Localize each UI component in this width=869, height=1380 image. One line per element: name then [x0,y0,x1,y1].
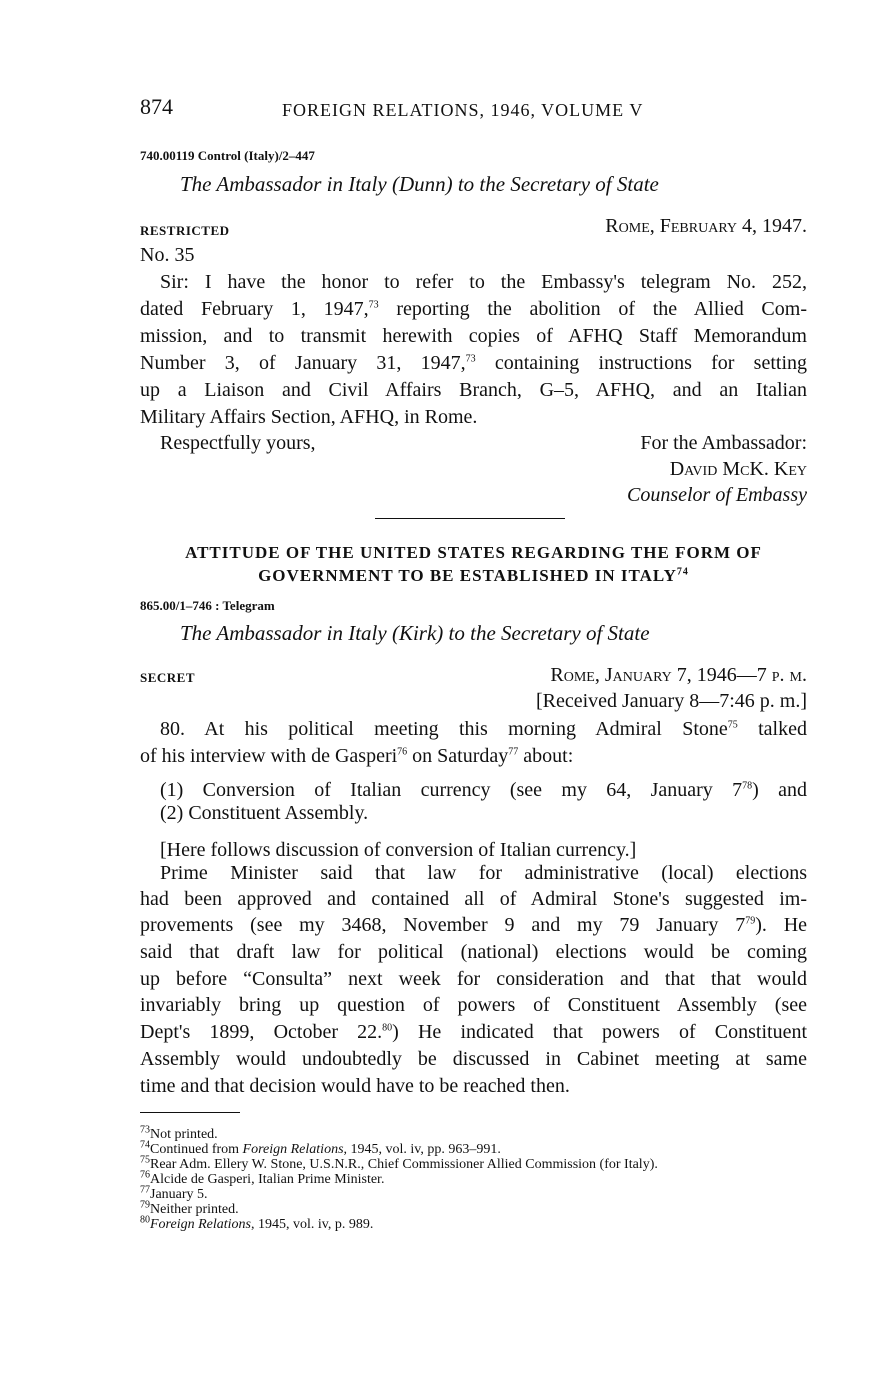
section-heading-line-2: GOVERNMENT TO BE ESTABLISHED IN ITALY [258,566,677,585]
doc2-para2-line-7-text: Dept's 1899, October 22. [140,1021,383,1043]
doc1-body-line-1: Sir: I have the honor to refer to the Embassy's telegram No. 252, [160,271,807,293]
doc2-para2-line-8: Assembly would undoubtedly be discussed in Cabinet meeting at same [140,1048,807,1070]
footnotes [140,1124,807,1232]
footnote-77 [140,1184,807,1202]
page-number: 874 [140,94,173,119]
doc1-body-line-2 [140,298,807,321]
footnote-text: January 5. [150,1187,208,1202]
doc2-title: The Ambassador in Italy (Kirk) to the Secretary of State [180,621,650,645]
footnote-italic: Foreign Relations [242,1142,344,1157]
doc1-body-line-3: mission, and to transmit herewith copies of AFHQ Staff Memorandum [140,325,807,347]
doc2-para2-line-3-suffix: ). He [755,914,808,936]
footnote-num: 77 [140,1184,150,1196]
footnote-ref-77: 77 [508,746,519,758]
section-heading [140,541,807,587]
doc2-para1-line-1 [160,718,807,741]
doc2-para2-line-5: up before “Consulta” next week for consideration and that that would [140,968,807,990]
doc2-received: [Received January 8—7:46 p. m.] [535,690,807,712]
footnote-rest: , 1945, vol. iv, p. 989. [250,1217,374,1232]
doc1-body-line-4-text: Number 3, of January 31, 1947, [140,352,466,374]
footnote-num: 76 [140,1169,150,1181]
footnote-text: Alcide de Gasperi, Italian Prime Minister. [150,1172,385,1187]
footnote-num: 73 [140,1124,150,1136]
doc2-para1-line-2 [140,745,807,768]
footnote-ref-73: 73 [368,299,379,311]
doc1-for-ambassador: For the Ambassador: [640,432,807,454]
doc2-list-item-1-text: (1) Conversion of Italian currency (see my 64, January 7 [160,779,743,801]
doc2-para1-line-2-suffix: about: [518,745,574,767]
section-heading-line-1: ATTITUDE OF THE UNITED STATES REGARDING THE FORM OF [185,543,762,562]
doc1-signer: David McK. Key [669,458,807,480]
footnote-num: 74 [140,1139,150,1151]
doc2-para1-line-1-suffix: talked [737,718,807,740]
footnote-italic: Foreign Relations [150,1217,251,1232]
footnote-num: 80 [140,1214,150,1226]
doc1-place-date: Rome, February 4, 1947. [605,215,807,237]
footnote-text: Not printed. [150,1127,218,1142]
footnote-ref-79: 79 [745,915,756,927]
doc2-para2-line-7 [140,1021,807,1044]
doc2-place-date: Rome, January 7, 1946—7 p. m. [550,664,807,686]
footnote-rest: , 1945, vol. iv, pp. 963–991. [343,1142,501,1157]
doc2-para2-line-3 [140,914,807,937]
doc1-body-line-5: up a Liaison and Civil Affairs Branch, G–5, AFHQ, and an Italian [140,379,807,401]
doc2-para2-line-2: had been approved and contained all of Admiral Stone's suggested im- [140,888,807,910]
footnote-74 [140,1139,807,1157]
doc2-para1-line-2-mid: on Saturday [407,745,509,767]
doc1-file-id: 740.00119 Control (Italy)/2–447 [140,148,315,163]
doc2-classification: SECRET [140,670,196,685]
doc1-body-line-6: Military Affairs Section, AFHQ, in Rome. [140,406,478,428]
footnote-text: Continued from [150,1142,243,1157]
footnote-ref-74: 74 [676,566,689,578]
footnote-80 [140,1214,807,1232]
footnote-text: Rear Adm. Ellery W. Stone, U.S.N.R., Chief Commissioner Allied Commission (for Italy). [150,1157,658,1172]
footnote-ref-80: 80 [382,1022,393,1034]
doc1-body-line-4-suffix: containing instructions for setting [475,352,808,374]
footnote-num: 79 [140,1199,150,1211]
footnote-num: 75 [140,1154,150,1166]
doc2-para1-line-1-text: 80. At his political meeting this morning Admiral Stone [160,718,728,740]
doc2-bracket-note: [Here follows discussion of conversion of Italian currency.] [160,839,637,861]
doc1-body-line-2-suffix: reporting the abolition of the Allied Com- [378,298,807,320]
footnote-79 [140,1199,807,1217]
section-divider [375,518,565,519]
doc2-list-item-1-suffix: ) and [752,779,807,801]
footnote-divider [140,1112,240,1113]
doc2-para2-line-9: time and that decision would have to be reached then. [140,1075,570,1097]
doc2-para2-line-7-suffix: ) He indicated that powers of Constituent [392,1021,808,1043]
footnote-ref-78: 78 [742,780,753,792]
doc2-para1-line-2-text: of his interview with de Gasperi [140,745,398,767]
footnote-75 [140,1154,807,1172]
doc1-signer-title: Counselor of Embassy [627,484,807,506]
footnote-ref-76: 76 [397,746,408,758]
running-title: FOREIGN RELATIONS, 1946, VOLUME V [282,100,644,120]
footnote-76 [140,1169,807,1187]
doc1-classification: RESTRICTED [140,223,230,238]
doc1-number: No. 35 [140,244,195,266]
doc2-list-item-1 [160,779,807,802]
doc2-para2-line-3-text: provements (see my 3468, November 9 and my 79 January 7 [140,914,746,936]
doc2-para2-line-1: Prime Minister said that law for administrative (local) elections [160,862,807,884]
doc1-body-line-2-text: dated February 1, 1947, [140,298,369,320]
doc2-list-item-2: (2) Constituent Assembly. [160,802,369,824]
footnote-ref-75: 75 [727,719,738,731]
doc2-file-id: 865.00/1–746 : Telegram [140,598,275,613]
footnote-ref-73b: 73 [465,353,476,365]
footnote-text: Neither printed. [150,1202,239,1217]
footnote-73 [140,1124,807,1142]
doc1-title: The Ambassador in Italy (Dunn) to the Secretary of State [180,172,659,196]
doc2-para2-line-4: said that draft law for political (national) elections would be coming [140,941,807,963]
doc2-para2-line-6: invariably bring up question of powers of Constituent Assembly (see [140,994,807,1016]
doc1-body-line-4 [140,352,807,375]
doc1-closing: Respectfully yours, [160,432,316,454]
